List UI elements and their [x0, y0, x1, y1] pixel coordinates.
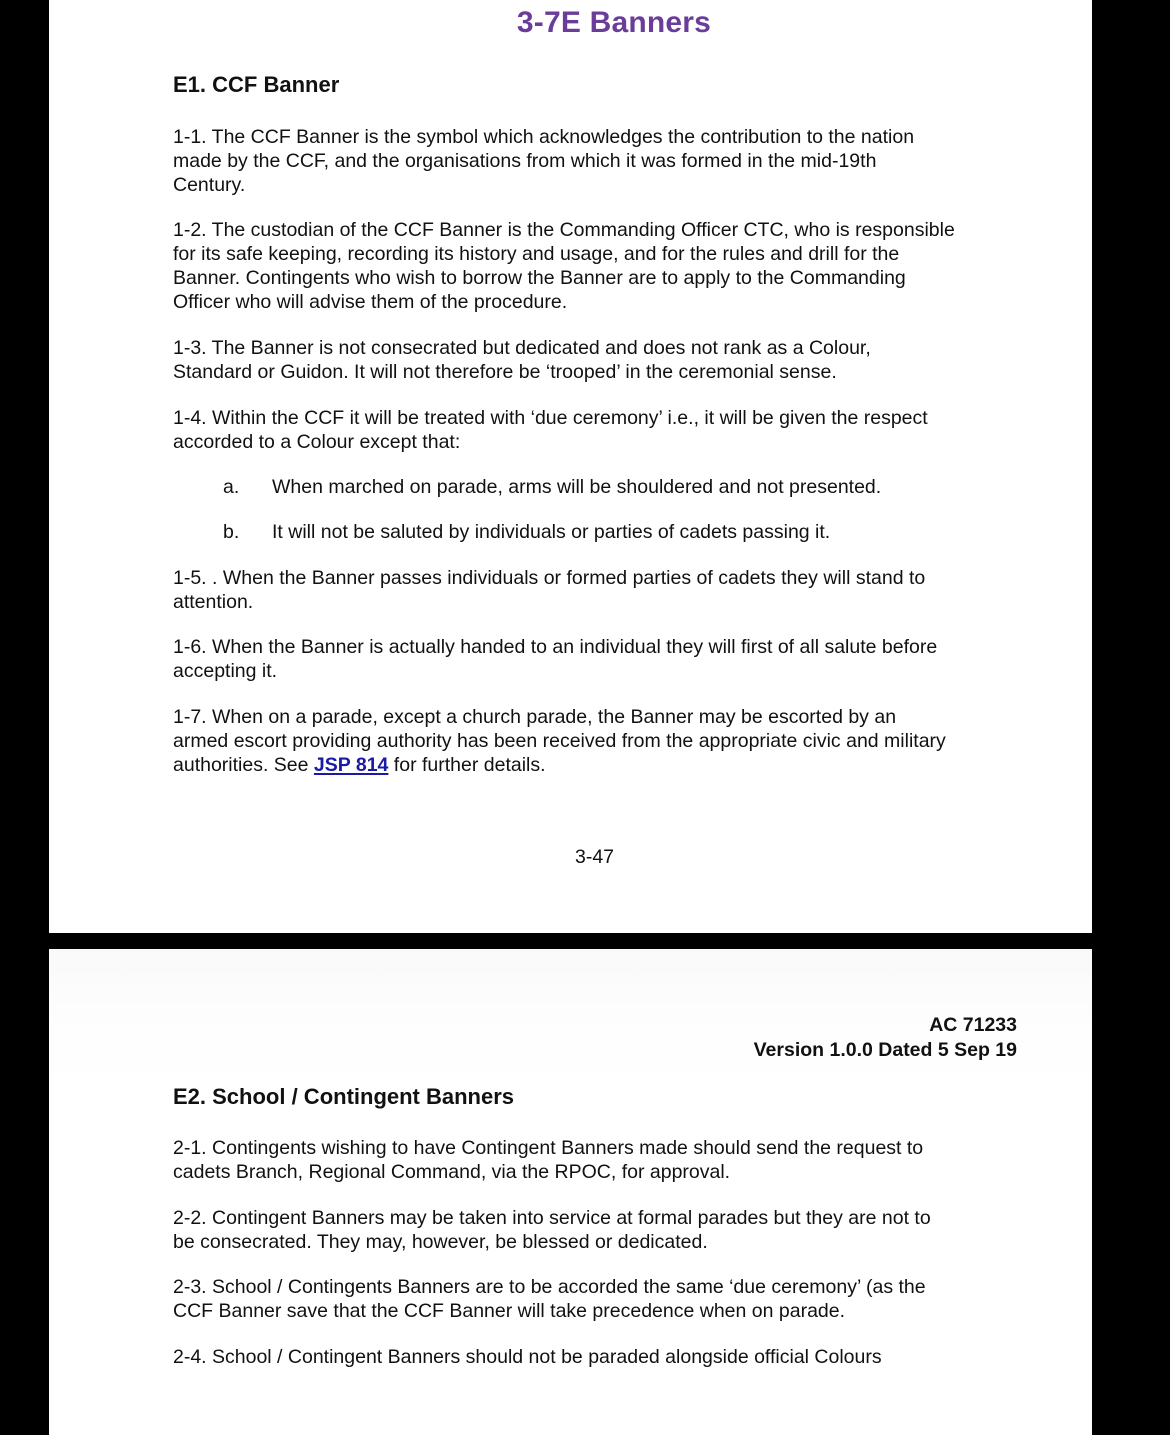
paragraph-1-6 — [173, 635, 1033, 683]
doc-ref-number: AC 71233 — [929, 1014, 1017, 1036]
paragraph-1-3 — [173, 336, 1033, 384]
doc-version: Version 1.0.0 Dated 5 Sep 19 — [753, 1039, 1017, 1061]
paragraph-line: cadets Branch, Regional Command, via the RPOC, for approval. — [173, 1161, 731, 1183]
paragraph-1-2 — [173, 218, 1033, 314]
paragraph-line: for its safe keeping, recording its history and usage, and for the rules and drill for the — [173, 243, 900, 265]
section-e1 — [173, 72, 1033, 98]
paragraph-line: 2-2. Contingent Banners may be taken into service at formal parades but they are not to — [173, 1207, 931, 1229]
section-heading-e2: E2. School / Contingent Banners — [173, 1084, 515, 1109]
paragraph-2-4 — [173, 1345, 1033, 1369]
page-number: 3-47 — [574, 846, 615, 868]
paragraph-line: 1-7. When on a parade, except a church parade, the Banner may be escorted by an — [173, 706, 897, 728]
paragraph-1-1 — [173, 125, 1033, 197]
paragraph-line: Banner. Contingents who wish to borrow the Banner are to apply to the Commanding — [173, 267, 906, 289]
paragraph-line — [173, 753, 1033, 777]
jsp-814-link[interactable]: JSP 814 — [313, 754, 389, 776]
paragraph-line: accorded to a Colour except that: — [173, 431, 461, 453]
paragraph-line: made by the CCF, and the organisations from which it was formed in the mid-19th — [173, 150, 877, 172]
paragraph-line: 1-1. The CCF Banner is the symbol which acknowledges the contribution to the nation — [173, 126, 915, 148]
paragraph-1-7 — [173, 705, 1033, 777]
paragraph-line: accepting it. — [173, 660, 278, 682]
paragraph-line: Standard or Guidon. It will not therefore be ‘trooped’ in the ceremonial sense. — [173, 361, 837, 383]
paragraph-line: 2-4. School / Contingent Banners should not be paraded alongside official Colours — [173, 1346, 882, 1368]
list-marker: a. — [223, 476, 240, 498]
document-reference — [754, 1013, 1017, 1063]
paragraph-line: CCF Banner save that the CCF Banner will take precedence when on parade. — [173, 1300, 846, 1322]
paragraph-line: 2-3. School / Contingents Banners are to be accorded the same ‘due ceremony’ (as the — [173, 1276, 926, 1298]
paragraph-2-1 — [173, 1136, 1033, 1184]
section-e2 — [173, 1084, 1033, 1110]
document-page-1 — [49, 0, 1092, 933]
paragraph-1-5 — [173, 566, 1033, 614]
document-page-2 — [49, 949, 1092, 1435]
link-suffix: for further details. — [388, 754, 546, 776]
paragraph-line: 2-1. Contingents wishing to have Contingent Banners made should send the request to — [173, 1137, 924, 1159]
list-marker: b. — [223, 521, 240, 543]
paragraph-line: Officer who will advise them of the procedure. — [173, 291, 568, 313]
paragraph-line: 1-3. The Banner is not consecrated but dedicated and does not rank as a Colour, — [173, 337, 871, 359]
paragraph-line: 1-5. . When the Banner passes individuals or formed parties of cadets they will stand to — [173, 567, 926, 589]
list-item-text: When marched on parade, arms will be shouldered and not presented. — [272, 476, 882, 498]
paragraph-line: 1-4. Within the CCF it will be treated with ‘due ceremony’ i.e., it will be given the respect — [173, 407, 928, 429]
chapter-title: 3-7E Banners — [516, 6, 712, 39]
paragraph-2-2 — [173, 1206, 1033, 1254]
section-heading-e1: E1. CCF Banner — [173, 72, 340, 97]
paragraph-line: attention. — [173, 591, 254, 613]
paragraph-2-3 — [173, 1275, 1033, 1323]
paragraph-1-4 — [173, 406, 1033, 454]
list-item-text: It will not be saluted by individuals or parties of cadets passing it. — [272, 521, 831, 543]
link-prefix: authorities. See — [173, 754, 314, 776]
paragraph-line: Century. — [173, 174, 246, 196]
paragraph-line: 1-6. When the Banner is actually handed to an individual they will first of all salute before — [173, 636, 938, 658]
paragraph-line: be consecrated. They may, however, be blessed or dedicated. — [173, 1231, 708, 1253]
paragraph-line: armed escort providing authority has been received from the appropriate civic and military — [173, 730, 946, 752]
paragraph-line: 1-2. The custodian of the CCF Banner is the Commanding Officer CTC, who is responsible — [173, 219, 955, 241]
